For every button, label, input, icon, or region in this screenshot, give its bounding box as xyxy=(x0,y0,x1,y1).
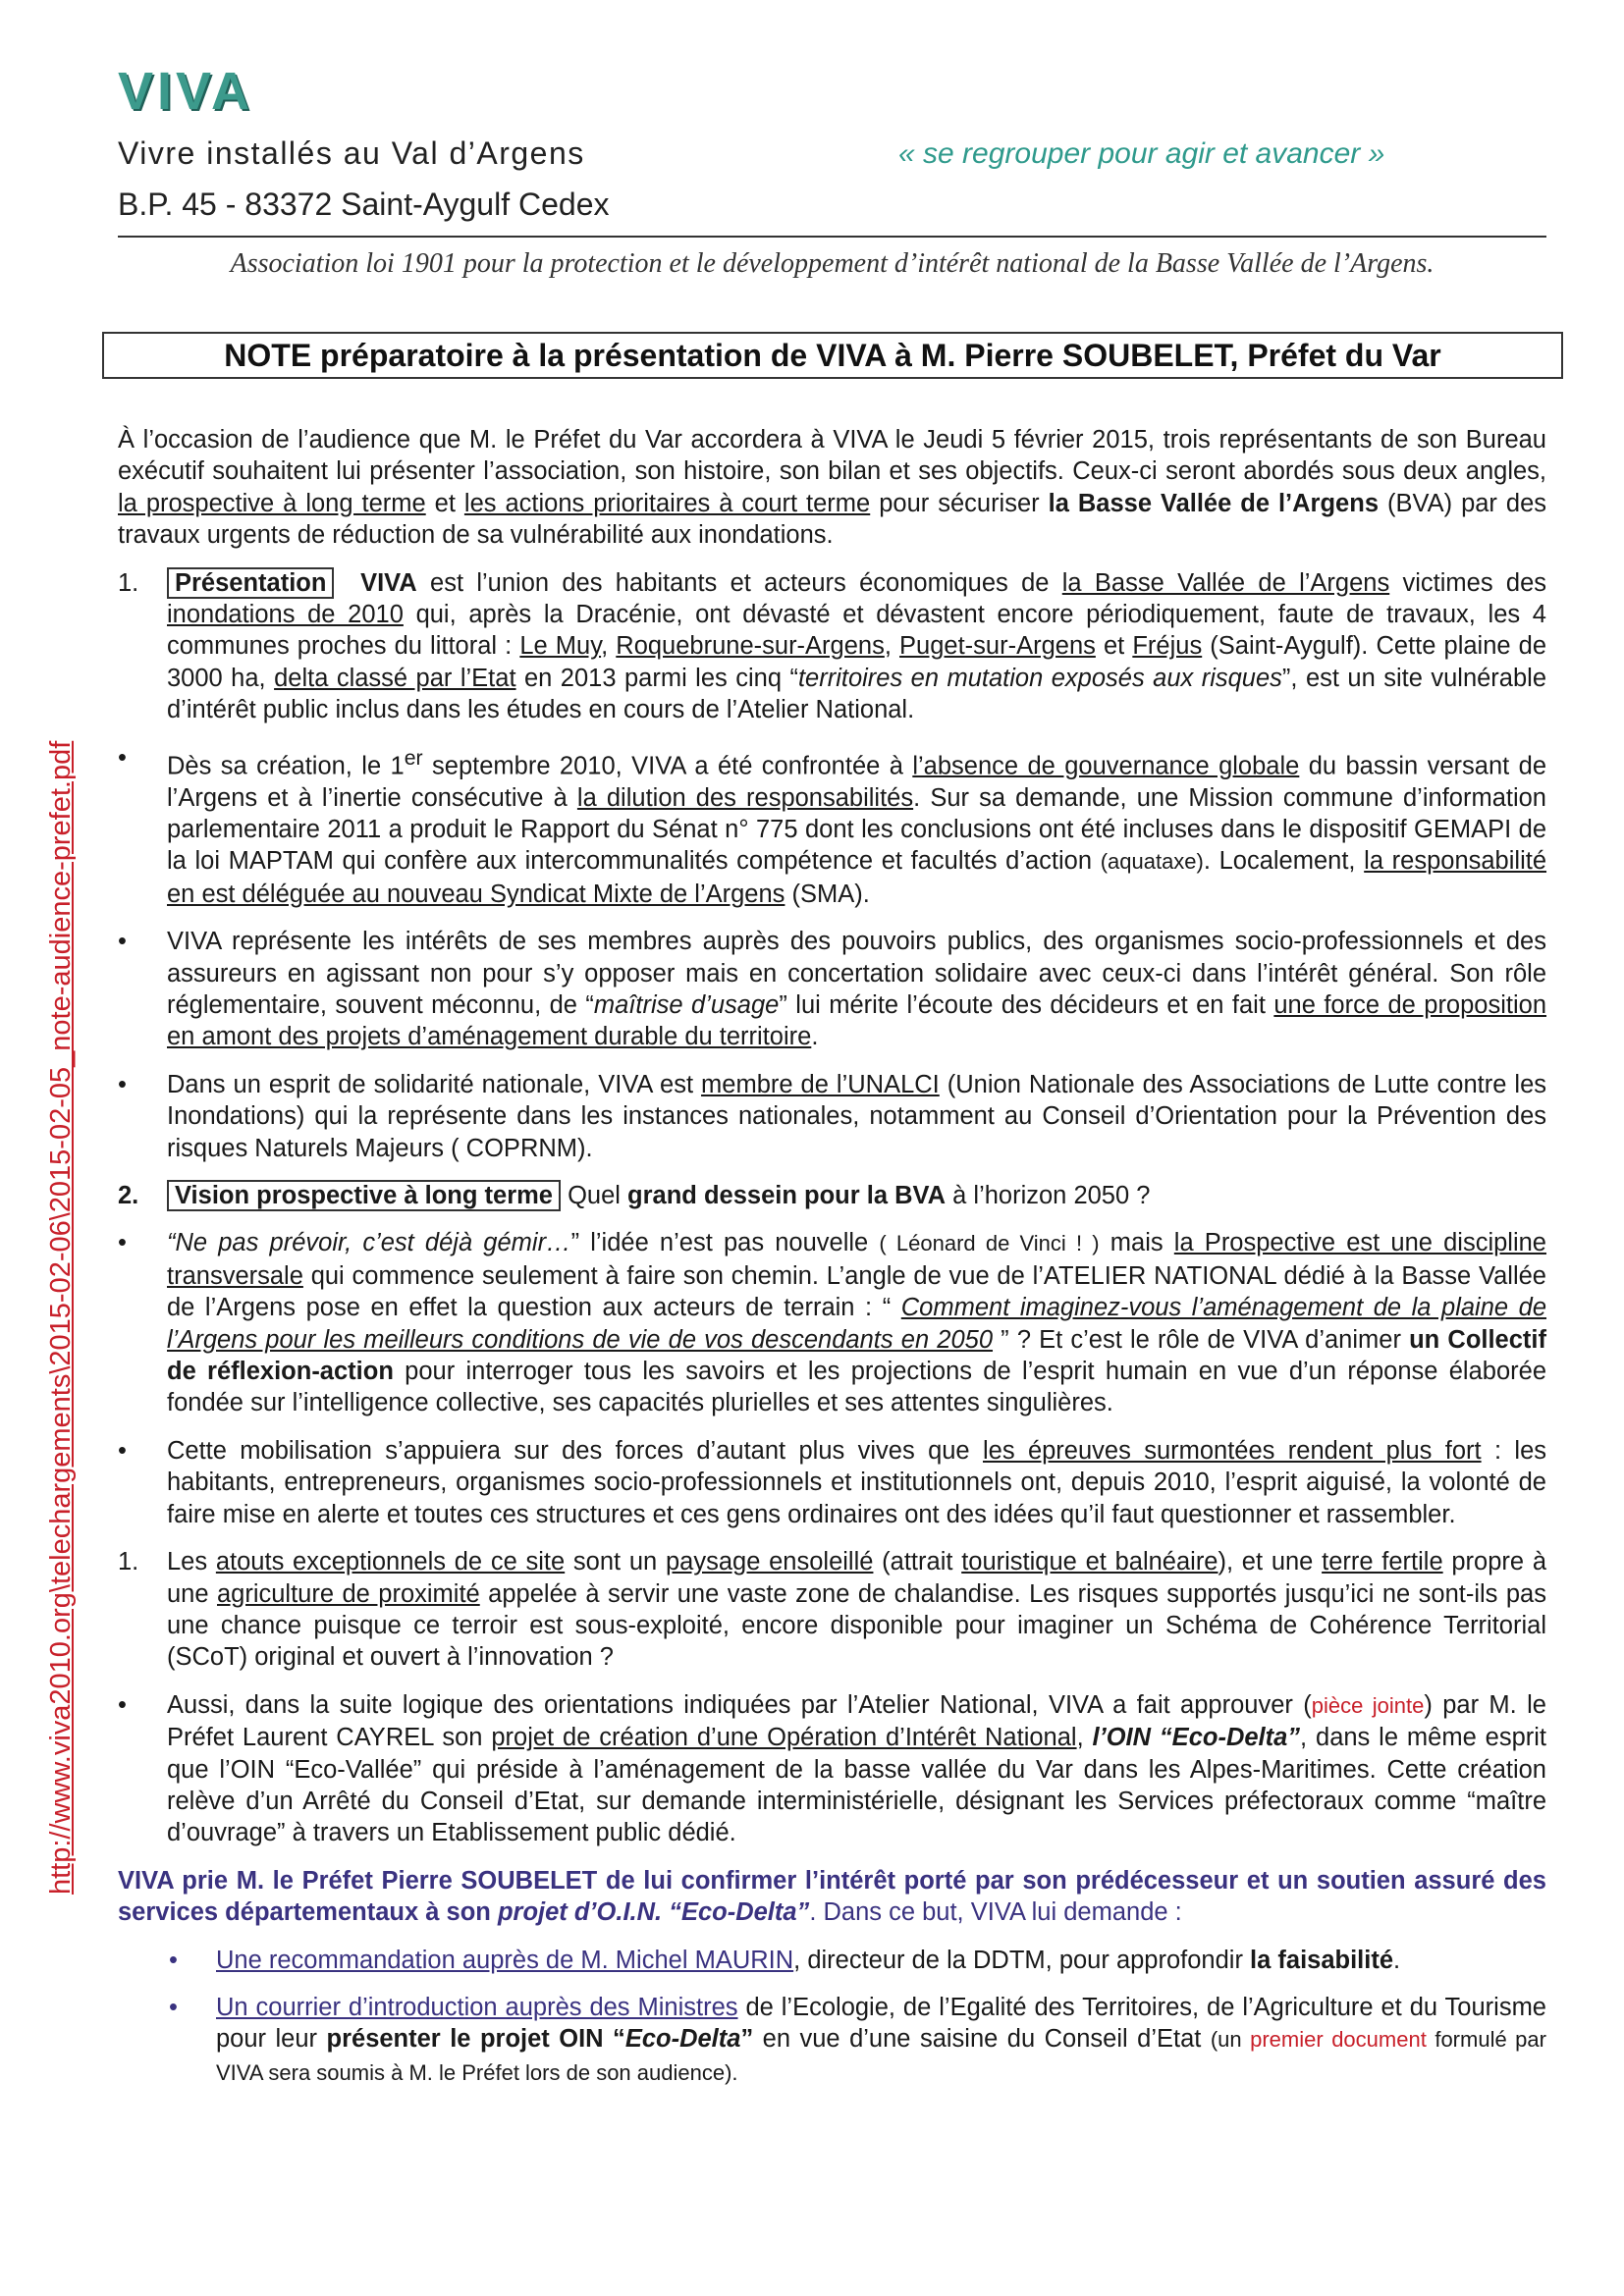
viva-logo: VIVA xyxy=(118,62,254,121)
intro-paragraph: À l’occasion de l’audience que M. le Préfet du Var accordera à VIVA le Jeudi 5 février 2015, trois représentants de son Bureau exécutif souhaitent lui présenter l’association, son histoire, son bilan et ses objectifs. Ceux-ci seront abordés sous deux angles, la prospective à long terme et les actions prioritaires à court terme pour sécuriser la Basse Vallée de l’Argens (BVA) par des travaux urgents de réduction de sa vulnérabilité aux inondations. xyxy=(118,426,1547,550)
bullet-marker: • xyxy=(118,1229,127,1257)
request-item: • Une recommandation auprès de M. Michel MAURIN, directeur de la DDTM, pour approfondir la faisabilité. xyxy=(118,1945,1546,1976)
postal-address: B.P. 45 - 83372 Saint-Aygulf Cedex xyxy=(118,187,610,222)
list-item: • Aussi, dans la suite logique des orientations indiquées par l’Atelier National, VIVA a fait approuver (pièce jointe) par M. le Préfet Laurent CAYREL son projet de création d’une Opération d’Intérêt National, l’OIN “Eco-Delta”, dans le même esprit que l’OIN “Eco-Vallée” qui préside à l’aménagement de la basse vallée du Var dans les Alpes-Maritimes. Cette création relève d’un Arrêté du Conseil d’Etat, sur demande interministérielle, désignant les Services préfectoraux comme “maître d’ouvrage” à travers un Etablissement public dédié. xyxy=(118,1690,1546,1847)
bullet-marker: • xyxy=(118,743,127,772)
list-item: • Dès sa création, le 1er septembre 2010, VIVA a été confrontée à l’absence de gouvernance globale du bassin versant de l’Argens et à l’inertie consécutive à la dilution des responsabilités. Sur sa demande, une Mission commune d’information parlementaire 2011 a produit le Rapport du Sénat n° 775 dont les conclusions ont été incluses dans le dispositif GEMAPI de la loi MAPTAM qui confère aux intercommunalités compétence et facultés d’action (aquataxe). Localement, la responsabilité en est déléguée au nouveau Syndicat Mixte de l’Argens (SMA). xyxy=(118,743,1547,908)
bullet-marker: • xyxy=(118,928,127,956)
list-item: • “Ne pas prévoir, c’est déjà gémir…” l’idée n’est pas nouvelle ( Léonard de Vinci ! ) mais la Prospective est une discipline transversale qui commence seulement à faire son chemin. L’angle de vue de l’ATELIER NATIONAL dédié à la Basse Vallée de l’Argens pose en effet la question aux acteurs de terrain : “ Comment imaginez-vous l’aménagement de la plaine de l’Argens pour les meilleurs conditions de vie de vos descendants en 2050 ” ? Et c’est le rôle de VIVA d’animer un Collectif de réflexion-action pour interroger tous les savoirs et les projections de l’esprit humain en vue d’un réponse élaborée fondée sur l’intelligence collective, ses capacités plurielles et ses attentes singulières. xyxy=(118,1229,1547,1417)
bullet-marker: • xyxy=(118,1690,127,1719)
bullet-marker: • xyxy=(169,1946,178,1974)
list-item: • Dans un esprit de solidarité nationale, VIVA est membre de l’UNALCI (Union Nationale des Associations de Lutte contre les Inondations) qui la représente dans les instances nationales, notamment au Conseil d’Orientation pour la Prévention des risques Naturels Majeurs ( COPRNM). xyxy=(118,1070,1547,1162)
section-number: 1. xyxy=(118,568,139,597)
section-presentation: 1. Présentation VIVA est l’union des habitants et acteurs économiques de la Basse Vallée de l’Argens victimes des inondations de 2010 qui, après la Dracénie, ont dévasté et dévastent encore périodiquement, faute de travaux, les 4 communes proches du littoral : Le Muy, Roquebrune-sur-Argens, Puget-sur-Argens et Fréjus (Saint-Aygulf). Cette plaine de 3000 ha, delta classé par l’Etat en 2013 parmi les cinq “territoires en mutation exposés aux risques”, est un site vulnérable d’intérêt public inclus dans les études en cours de l’Atelier National. xyxy=(118,568,1547,724)
association-description: Association loi 1901 pour la protection et le développement d’intérêt national de la Basse Vallée de l’Argens. xyxy=(230,248,1435,279)
section-number: 2. xyxy=(118,1182,139,1210)
section-label: Présentation xyxy=(167,567,334,599)
request-item: • Un courrier d’introduction auprès des Ministres de l’Ecologie, de l’Egalité des Territoires, de l’Agriculture et du Tourisme pour leur présenter le projet OIN “Eco-Delta” en vue d’une saisine du Conseil d’Etat (un premier document formulé par VIVA sera soumis à M. le Préfet lors de son audience). xyxy=(169,1993,1546,2085)
section-label: Vision prospective à long terme xyxy=(167,1180,561,1211)
list-item: • VIVA représente les intérêts de ses membres auprès des pouvoirs publics, des organismes socio-professionnels et des assureurs en agissant non pour s’y opposer mais en concertation solidaire avec ceux-ci dans l’intérêt général. Son rôle réglementaire, souvent méconnu, de “maîtrise d’usage” lui mérite l’écoute des décideurs et en fait une force de proposition en amont des projets d’aménagement durable du territoire. xyxy=(118,928,1547,1051)
attachment-note: pièce jointe xyxy=(1311,1692,1425,1718)
section-vision: 2. Vision prospective à long terme Quel grand dessein pour la BVA à l’horizon 2050 ? xyxy=(118,1180,1546,1211)
document-title: NOTE préparatoire à la présentation de VIVA à M. Pierre SOUBELET, Préfet du Var xyxy=(102,332,1563,379)
association-subtitle: Vivre installés au Val d’Argens xyxy=(118,135,585,171)
bullet-marker: • xyxy=(118,1436,127,1465)
slogan: « se regrouper pour agir et avancer » xyxy=(898,137,1385,170)
document-body xyxy=(118,424,1546,2105)
closing-request: VIVA prie M. le Préfet Pierre SOUBELET de lui confirmer l’intérêt porté par son prédécesseur et un soutien assuré des services départementaux à son projet d’O.I.N. “Eco-Delta”. Dans ce but, VIVA lui demande : xyxy=(118,1866,1546,1927)
list-item: • Cette mobilisation s’appuiera sur des forces d’autant plus vives que les épreuves surmontées rendent plus fort : les habitants, entrepreneurs, organismes socio-professionnels et institutionnels ont, depuis 2010, l’esprit aiguisé, la volonté de faire mise en alerte et toutes ces structures et ces gens ordinaires ont des idées qu’il faut questionner et rassembler. xyxy=(118,1436,1547,1528)
bullet-marker: • xyxy=(118,1070,127,1098)
list-item: 1. Les atouts exceptionnels de ce site sont un paysage ensoleillé (attrait touristique et balnéaire), et une terre fertile propre à une agriculture de proximité appelée à servir une vaste zone de chalandise. Les risques supportés jusqu’ici ne sont-ils pas une chance puisque ce terroir est sous-exploité, encore disponible pour imaginer un Schéma de Cohérence Territorial (SCoT) original et ouvert à l’innovation ? xyxy=(118,1548,1547,1672)
header-divider xyxy=(118,236,1546,238)
document-url[interactable]: http://www.viva2010.org\telechargements\2015-02-06\2015-02-05_note-audience-prefet.pdf xyxy=(45,740,77,1895)
bullet-marker: • xyxy=(169,1993,178,2021)
item-number: 1. xyxy=(118,1548,139,1576)
